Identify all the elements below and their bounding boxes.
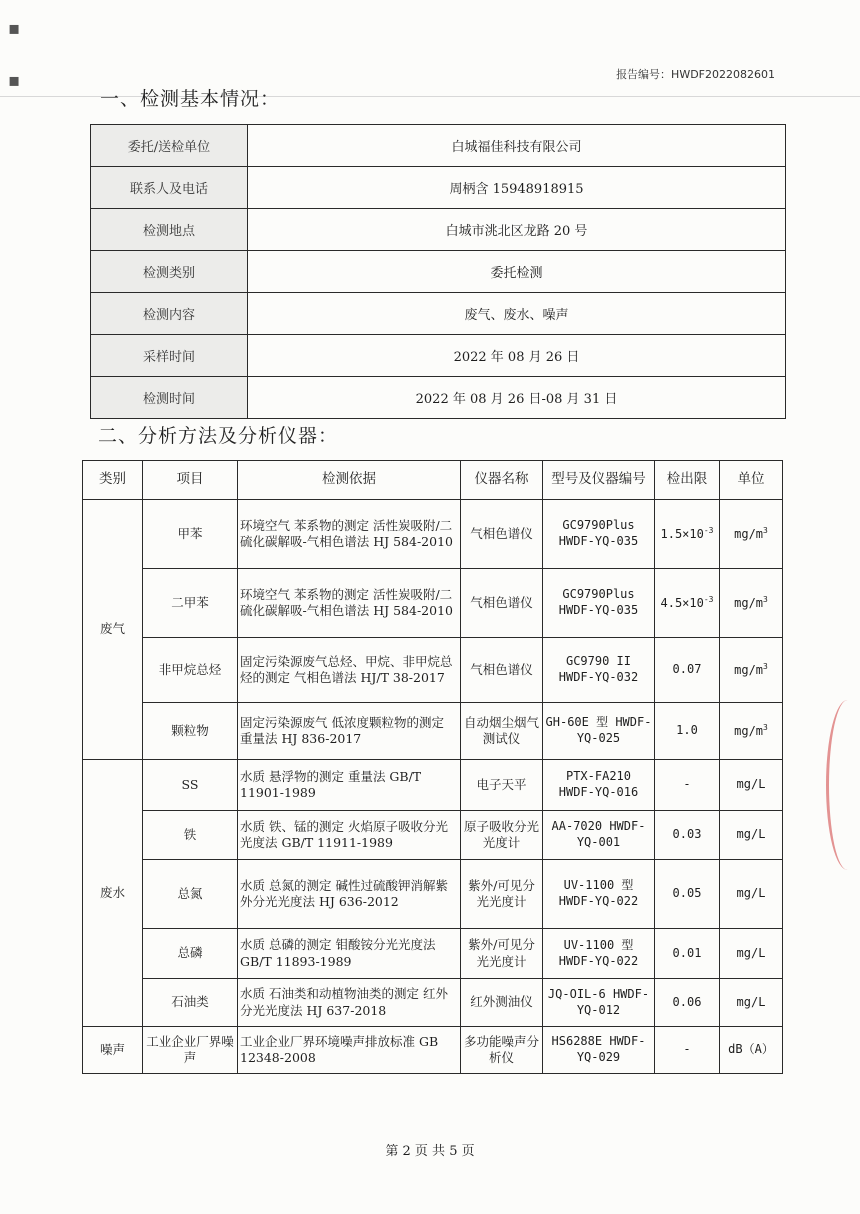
table-row: [83, 860, 783, 929]
section-1-title: 一、检测基本情况：: [100, 88, 281, 110]
instrument-cell: 气相色谱仪: [461, 638, 543, 703]
table-row: [83, 703, 783, 760]
basic-info-value: 委托检测: [248, 251, 786, 293]
basic-info-row: [91, 377, 786, 419]
table-row: [83, 979, 783, 1027]
col-header-item: 项目: [143, 461, 238, 500]
unit-cell: mg/L: [720, 760, 783, 811]
unit-value: mg/m: [734, 662, 764, 677]
instrument-cell: 多功能噪声分析仪: [461, 1027, 543, 1074]
model-cell: GC9790Plus HWDF-YQ-035: [543, 500, 655, 569]
item-cell: 总氮: [143, 860, 238, 929]
basic-info-value: 废气、废水、噪声: [248, 293, 786, 335]
table-row: [83, 929, 783, 979]
instrument-cell: 气相色谱仪: [461, 569, 543, 638]
category-cell: 噪声: [83, 1027, 143, 1074]
unit-exponent: 3: [763, 594, 768, 604]
basic-info-row: [91, 251, 786, 293]
limit-cell: -: [655, 1027, 720, 1074]
item-cell: 总磷: [143, 929, 238, 979]
basic-info-label: 采样时间: [91, 335, 248, 377]
basis-cell: 环境空气 苯系物的测定 活性炭吸附/二硫化碳解吸-气相色谱法 HJ 584-2010: [238, 569, 461, 638]
limit-cell: [655, 569, 720, 638]
instrument-cell: 气相色谱仪: [461, 500, 543, 569]
limit-cell: 1.0: [655, 703, 720, 760]
col-header-limit: 检出限: [655, 461, 720, 500]
basis-cell: 固定污染源废气 低浓度颗粒物的测定 重量法 HJ 836-2017: [238, 703, 461, 760]
table-row: [83, 760, 783, 811]
basic-info-row: [91, 209, 786, 251]
instrument-cell: 原子吸收分光光度计: [461, 811, 543, 860]
model-cell: GH-60E 型 HWDF-YQ-025: [543, 703, 655, 760]
model-cell: AA-7020 HWDF-YQ-001: [543, 811, 655, 860]
instrument-cell: 紫外/可见分光光度计: [461, 860, 543, 929]
unit-cell: mg/L: [720, 811, 783, 860]
basis-cell: 水质 总氮的测定 碱性过硫酸钾消解紫外分光光度法 HJ 636-2012: [238, 860, 461, 929]
basic-info-label: 检测时间: [91, 377, 248, 419]
col-header-instrument: 仪器名称: [461, 461, 543, 500]
model-cell: JQ-OIL-6 HWDF-YQ-012: [543, 979, 655, 1027]
limit-exponent: -3: [703, 594, 714, 604]
basic-info-label: 检测地点: [91, 209, 248, 251]
unit-exponent: 3: [763, 722, 768, 732]
model-cell: GC9790Plus HWDF-YQ-035: [543, 569, 655, 638]
basis-cell: 水质 石油类和动植物油类的测定 红外分光光度法 HJ 637-2018: [238, 979, 461, 1027]
col-header-basis: 检测依据: [238, 461, 461, 500]
table-row: [83, 811, 783, 860]
instrument-cell: 紫外/可见分光光度计: [461, 929, 543, 979]
basis-cell: 固定污染源废气总烃、甲烷、非甲烷总烃的测定 气相色谱法 HJ/T 38-2017: [238, 638, 461, 703]
limit-cell: 0.05: [655, 860, 720, 929]
item-cell: 颗粒物: [143, 703, 238, 760]
limit-cell: 0.07: [655, 638, 720, 703]
unit-cell: mg/L: [720, 979, 783, 1027]
unit-exponent: 3: [763, 661, 768, 671]
item-cell: SS: [143, 760, 238, 811]
binding-hole-mark: ▪: [8, 18, 21, 39]
unit-cell: mg/L: [720, 929, 783, 979]
method-instrument-table: [82, 460, 783, 1074]
basic-info-table: [90, 124, 786, 419]
basic-info-value: 白城福佳科技有限公司: [248, 125, 786, 167]
model-cell: UV-1100 型 HWDF-YQ-022: [543, 929, 655, 979]
item-cell: 非甲烷总烃: [143, 638, 238, 703]
header-row: [83, 461, 783, 500]
limit-cell: 0.01: [655, 929, 720, 979]
instrument-cell: 电子天平: [461, 760, 543, 811]
col-header-model: 型号及仪器编号: [543, 461, 655, 500]
table-row: [83, 638, 783, 703]
item-cell: 甲苯: [143, 500, 238, 569]
instrument-cell: 自动烟尘烟气测试仪: [461, 703, 543, 760]
model-cell: PTX-FA210 HWDF-YQ-016: [543, 760, 655, 811]
item-cell: 二甲苯: [143, 569, 238, 638]
basis-cell: 工业企业厂界环境噪声排放标准 GB 12348-2008: [238, 1027, 461, 1074]
unit-value: mg/m: [734, 723, 764, 738]
basic-info-value: 2022 年 08 月 26 日-08 月 31 日: [248, 377, 786, 419]
limit-cell: 0.06: [655, 979, 720, 1027]
basic-info-row: [91, 335, 786, 377]
unit-value: mg/m: [734, 595, 764, 610]
item-cell: 铁: [143, 811, 238, 860]
limit-cell: [655, 500, 720, 569]
unit-cell: [720, 500, 783, 569]
basis-cell: 水质 悬浮物的测定 重量法 GB/T 11901-1989: [238, 760, 461, 811]
unit-cell: dB（A）: [720, 1027, 783, 1074]
table-row: [83, 500, 783, 569]
unit-cell: [720, 569, 783, 638]
basic-info-label: 委托/送检单位: [91, 125, 248, 167]
model-cell: GC9790 II HWDF-YQ-032: [543, 638, 655, 703]
table-row: [83, 569, 783, 638]
basic-info-label: 检测内容: [91, 293, 248, 335]
limit-cell: -: [655, 760, 720, 811]
item-cell: 石油类: [143, 979, 238, 1027]
category-cell: 废水: [83, 760, 143, 1027]
col-header-category: 类别: [83, 461, 143, 500]
binding-hole-mark: ▪: [8, 70, 21, 91]
basic-info-label: 检测类别: [91, 251, 248, 293]
unit-cell: [720, 703, 783, 760]
basic-info-value: 白城市洮北区龙路 20 号: [248, 209, 786, 251]
unit-cell: [720, 638, 783, 703]
limit-exponent: -3: [703, 525, 714, 535]
limit-value: 1.5×10: [660, 526, 704, 541]
model-cell: HS6288E HWDF-YQ-029: [543, 1027, 655, 1074]
basic-info-value: 周柄含 15948918915: [248, 167, 786, 209]
report-number: 报告编号：HWDF2022082601: [616, 68, 775, 81]
basis-cell: 环境空气 苯系物的测定 活性炭吸附/二硫化碳解吸-气相色谱法 HJ 584-2010: [238, 500, 461, 569]
basic-info-row: [91, 293, 786, 335]
table-row: [83, 1027, 783, 1074]
instrument-cell: 红外测油仪: [461, 979, 543, 1027]
col-header-unit: 单位: [720, 461, 783, 500]
unit-cell: mg/L: [720, 860, 783, 929]
red-seal-stamp-fragment: [826, 700, 860, 870]
basic-info-row: [91, 167, 786, 209]
basic-info-value: 2022 年 08 月 26 日: [248, 335, 786, 377]
model-cell: UV-1100 型 HWDF-YQ-022: [543, 860, 655, 929]
basis-cell: 水质 铁、锰的测定 火焰原子吸收分光光度法 GB/T 11911-1989: [238, 811, 461, 860]
basic-info-row: [91, 125, 786, 167]
limit-cell: 0.03: [655, 811, 720, 860]
section-2-title: 二、分析方法及分析仪器：: [98, 425, 339, 447]
unit-exponent: 3: [763, 525, 768, 535]
limit-value: 4.5×10: [660, 595, 704, 610]
basic-info-label: 联系人及电话: [91, 167, 248, 209]
item-cell: 工业企业厂界噪声: [143, 1027, 238, 1074]
basis-cell: 水质 总磷的测定 钼酸铵分光光度法 GB/T 11893-1989: [238, 929, 461, 979]
unit-value: mg/m: [734, 526, 764, 541]
page-footer: 第 2 页 共 5 页: [385, 1144, 475, 1159]
category-cell: 废气: [83, 500, 143, 760]
